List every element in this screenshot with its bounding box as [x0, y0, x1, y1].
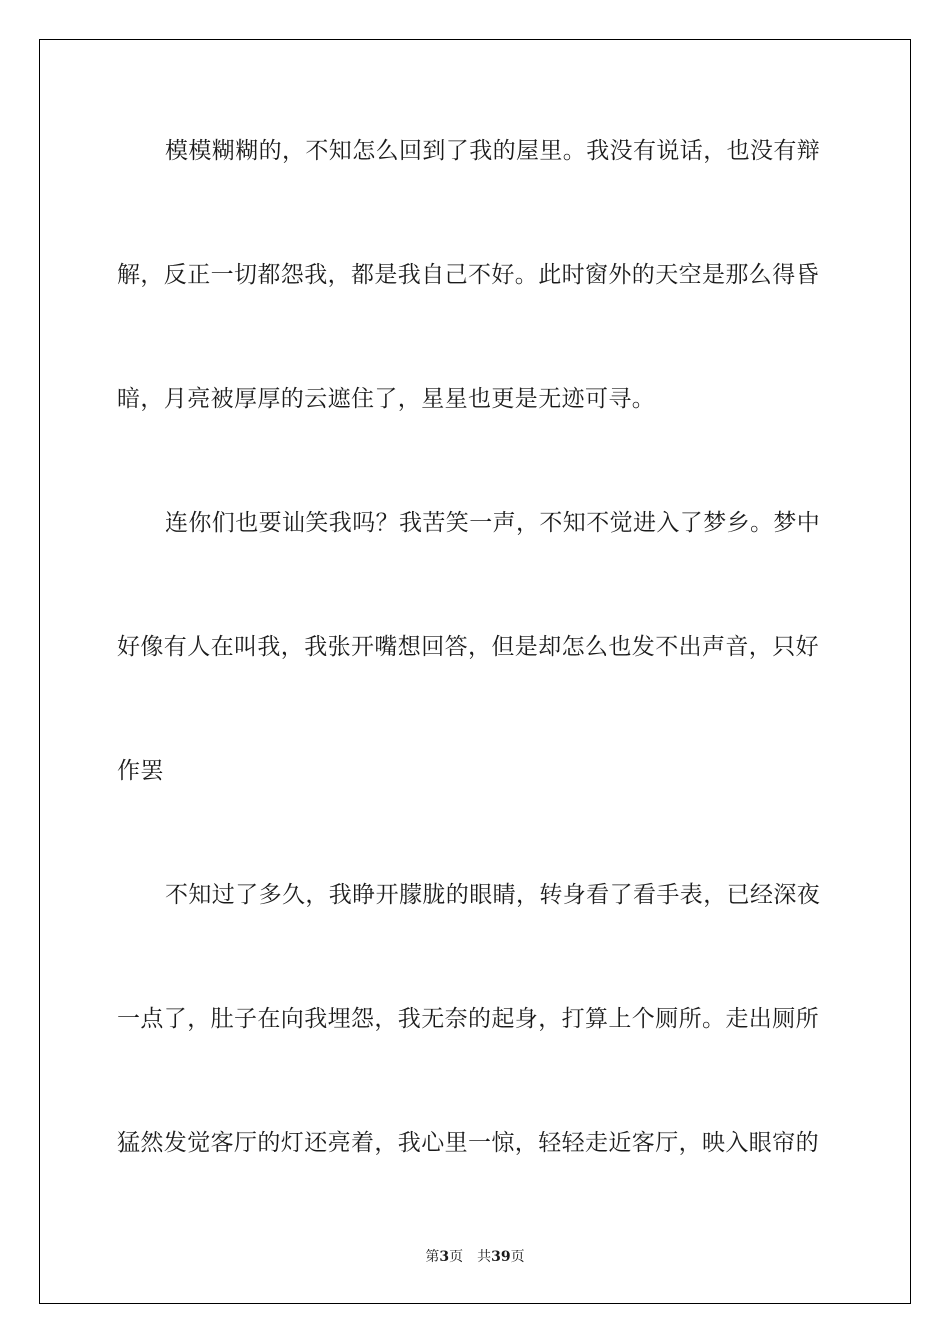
- total-prefix: 共: [477, 1249, 492, 1265]
- paragraph-line: 好像有人在叫我，我张开嘴想回答，但是却怎么也发不出声音，只好: [117, 634, 819, 660]
- page-prefix: 第: [425, 1249, 440, 1265]
- paragraph-line: 暗，月亮被厚厚的云遮住了，星星也更是无迹可寻。: [117, 386, 656, 412]
- paragraph-line: 猛然发觉客厅的灯还亮着，我心里一惊，轻轻走近客厅，映入眼帘的: [117, 1130, 819, 1156]
- page-current: 3: [439, 1249, 450, 1265]
- total-suffix: 页: [510, 1249, 525, 1265]
- paragraph-line: 模模糊糊的，不知怎么回到了我的屋里。我没有说话，也没有辩: [165, 138, 821, 164]
- paragraph-line: 一点了，肚子在向我埋怨，我无奈的起身，打算上个厕所。走出厕所: [117, 1006, 819, 1032]
- page-border: [39, 39, 911, 1304]
- paragraph-line: 连你们也要讪笑我吗？我苦笑一声，不知不觉进入了梦乡。梦中: [165, 510, 821, 536]
- paragraph-line: 解，反正一切都怨我，都是我自己不好。此时窗外的天空是那么得昏: [117, 262, 819, 288]
- page-footer: [0, 1248, 950, 1266]
- page-suffix: 页: [449, 1249, 464, 1265]
- paragraph-line: 作罢: [117, 758, 164, 784]
- paragraph-line: 不知过了多久，我睁开朦胧的眼睛，转身看了看手表，已经深夜: [165, 882, 821, 908]
- page-total: 39: [491, 1249, 511, 1265]
